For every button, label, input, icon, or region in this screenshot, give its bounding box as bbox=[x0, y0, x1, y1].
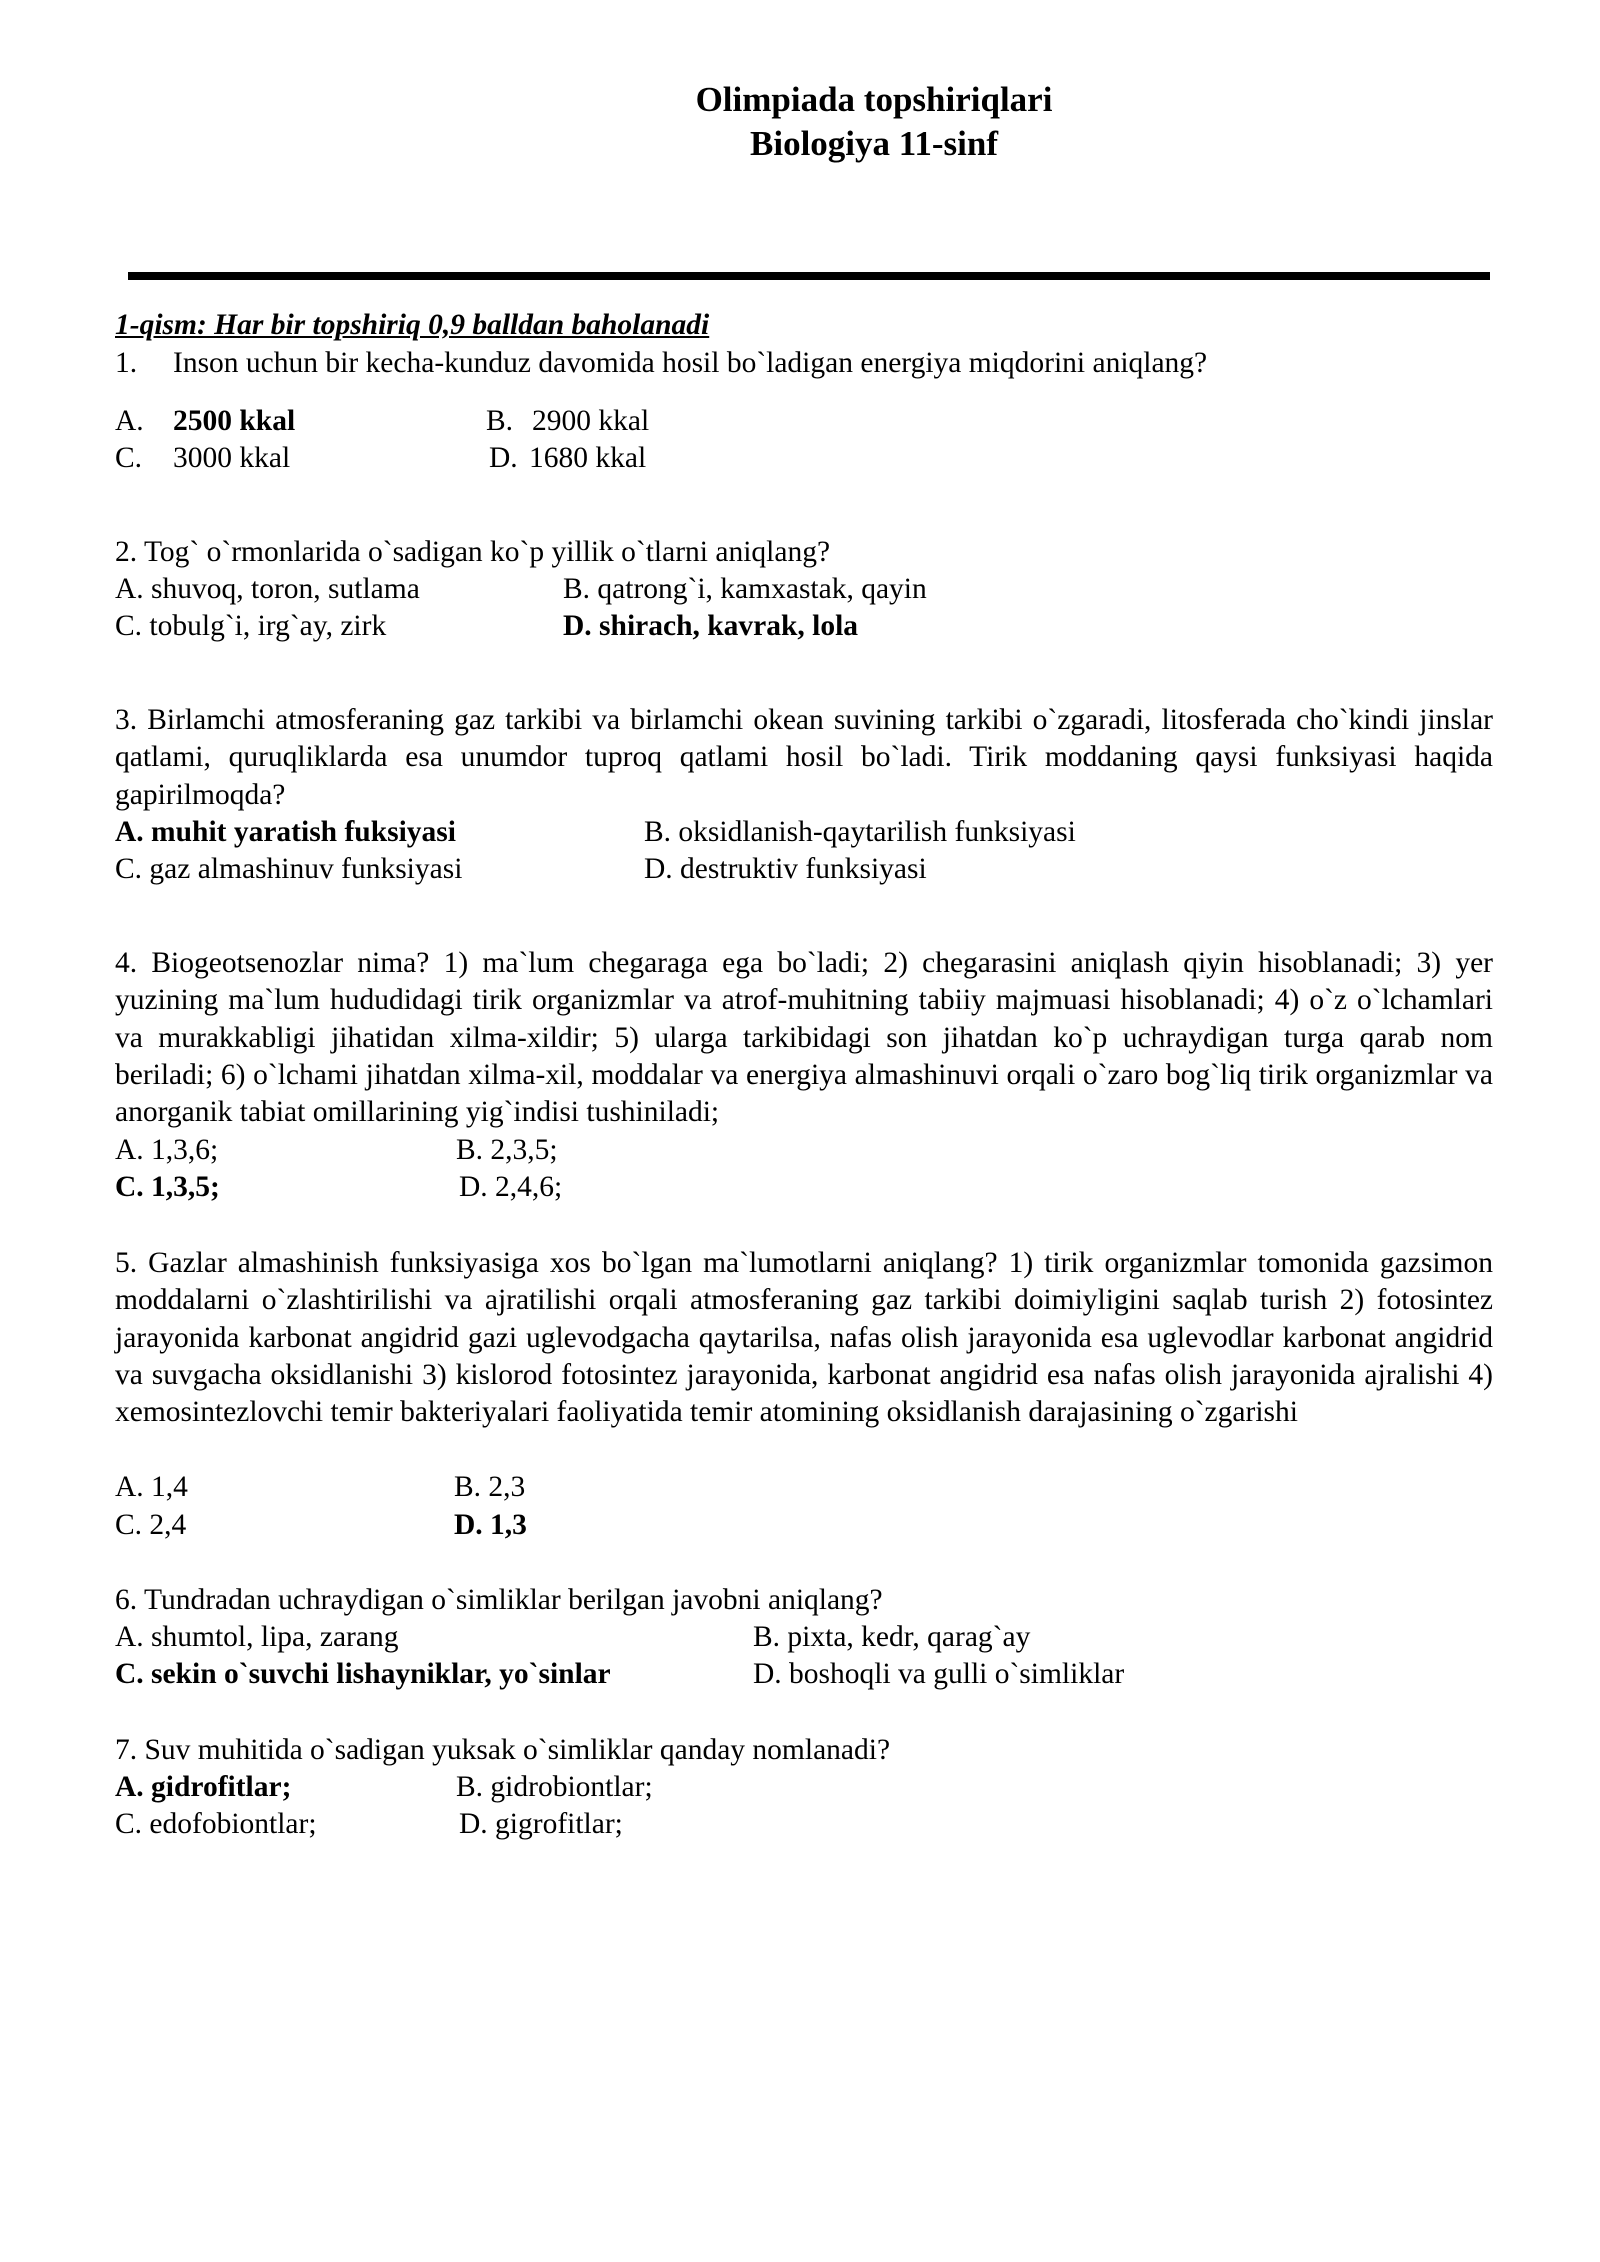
question-5: 5. Gazlar almashinish funksiyasiga xos bo`lgan ma`lumotlarni aniqlang? 1) tirik organizmlar tomonida gazsimon moddalarni o`zlashtirilishi va ajratilishi orqali atmosferaning gaz tarkibi doimiyligini saqlab turish 2) fotosintez jarayonida karbonat angidrid gazi uglevodgacha qaytarilsa, nafas olish jarayonida esa uglevodlar karbonat angidrid va suvgacha oksidlanishi 3) kislorod fotosintez jarayonida, karbonat angidrid esa nafas olish jarayonida ajralishi 4) xemosintezlovchi temir bakteriyalari faoliyatida temir atomining oksidlanish darajasining o`zgarishi bbox=[115, 1247, 1493, 1429]
q5-option-a: A. 1,4 bbox=[115, 1471, 188, 1503]
header-divider bbox=[128, 272, 1490, 280]
question-6: 6. Tundradan uchraydigan o`simliklar berilgan javobni aniqlang? bbox=[115, 1584, 883, 1616]
q2-option-d: D. shirach, kavrak, lola bbox=[563, 610, 859, 642]
q7-option-a: A. gidrofitlar; bbox=[115, 1771, 292, 1803]
question-1-number: 1. bbox=[115, 347, 138, 379]
q5-option-b: B. 2,3 bbox=[454, 1471, 526, 1503]
q5-option-c: C. 2,4 bbox=[115, 1509, 187, 1541]
question-3: 3. Birlamchi atmosferaning gaz tarkibi va birlamchi okean suvining tarkibi o`zgaradi, litosferada cho`kindi jinslar qatlami, quruqliklarda esa unumdor tuproq qatlami hosil bo`ladi. Tirik moddaning qaysi funksiyasi haqida gapirilmoqda? bbox=[115, 704, 1493, 811]
question-1-text: Inson uchun bir kecha-kunduz davomida hosil bo`ladigan energiya miqdorini aniqlang? bbox=[173, 347, 1208, 379]
q3-option-b: B. oksidlanish-qaytarilish funksiyasi bbox=[644, 816, 1076, 848]
q4-option-a: A. 1,3,6; bbox=[115, 1134, 219, 1166]
q4-option-c: C. 1,3,5; bbox=[115, 1171, 220, 1203]
q7-option-b: B. gidrobiontlar; bbox=[456, 1771, 653, 1803]
q4-option-b: B. 2,3,5; bbox=[456, 1134, 558, 1166]
q5-option-d: D. 1,3 bbox=[454, 1509, 527, 1541]
q6-option-a: A. shumtol, lipa, zarang bbox=[115, 1621, 399, 1653]
q7-option-d: D. gigrofitlar; bbox=[459, 1808, 623, 1840]
q4-option-d: D. 2,4,6; bbox=[459, 1171, 563, 1203]
q1-option-b: B. 2900 kkal bbox=[486, 405, 650, 437]
q6-option-c: C. sekin o`suvchi lishayniklar, yo`sinlar bbox=[115, 1658, 611, 1690]
q3-option-a: A. muhit yaratish fuksiyasi bbox=[115, 816, 456, 848]
q1-option-c: C. 3000 kkal bbox=[115, 442, 291, 474]
q1-option-d: D. 1680 kkal bbox=[489, 442, 647, 474]
q2-option-a: A. shuvoq, toron, sutlama bbox=[115, 573, 420, 605]
page-subtitle: Biologiya 11-sinf bbox=[750, 124, 998, 163]
section-heading: 1-qism: Har bir topshiriq 0,9 balldan baholanadi bbox=[115, 309, 710, 341]
q2-option-c: C. tobulg`i, irg`ay, zirk bbox=[115, 610, 387, 642]
q2-option-b: B. qatrong`i, kamxastak, qayin bbox=[563, 573, 927, 605]
question-1 bbox=[115, 345, 1207, 382]
q1-option-a: A. 2500 kkal bbox=[115, 405, 296, 437]
question-7: 7. Suv muhitida o`sadigan yuksak o`simliklar qanday nomlanadi? bbox=[115, 1734, 891, 1766]
q3-option-d: D. destruktiv funksiyasi bbox=[644, 853, 927, 885]
question-4: 4. Biogeotsenozlar nima? 1) ma`lum chegaraga ega bo`ladi; 2) chegarasini aniqlash qiyin hisoblanadi; 3) yer yuzining ma`lum hududidagi tirik organizmlar va atrof-muhitning tabiiy majmuasi hisoblanadi; 4) o`z o`lchamlari va murakkabligi jihatidan xilma-xildir; 5) ularga tarkibidagi son jihatdan ko`p uchraydigan turga qarab nom beriladi; 6) o`lchami jihatdan xilma-xil, moddalar va energiya almashinuvi orqali o`zaro bog`liq tirik organizmlar va anorganik tabiat omillarining yig`indisi tushiniladi; bbox=[115, 947, 1493, 1129]
q6-option-b: B. pixta, kedr, qarag`ay bbox=[753, 1621, 1031, 1653]
q6-option-d: D. boshoqli va gulli o`simliklar bbox=[753, 1658, 1125, 1690]
question-2: 2. Tog` o`rmonlarida o`sadigan ko`p yillik o`tlarni aniqlang? bbox=[115, 536, 831, 568]
q3-option-c: C. gaz almashinuv funksiyasi bbox=[115, 853, 463, 885]
page-title: Olimpiada topshiriqlari bbox=[695, 80, 1053, 119]
q7-option-c: C. edofobiontlar; bbox=[115, 1808, 317, 1840]
